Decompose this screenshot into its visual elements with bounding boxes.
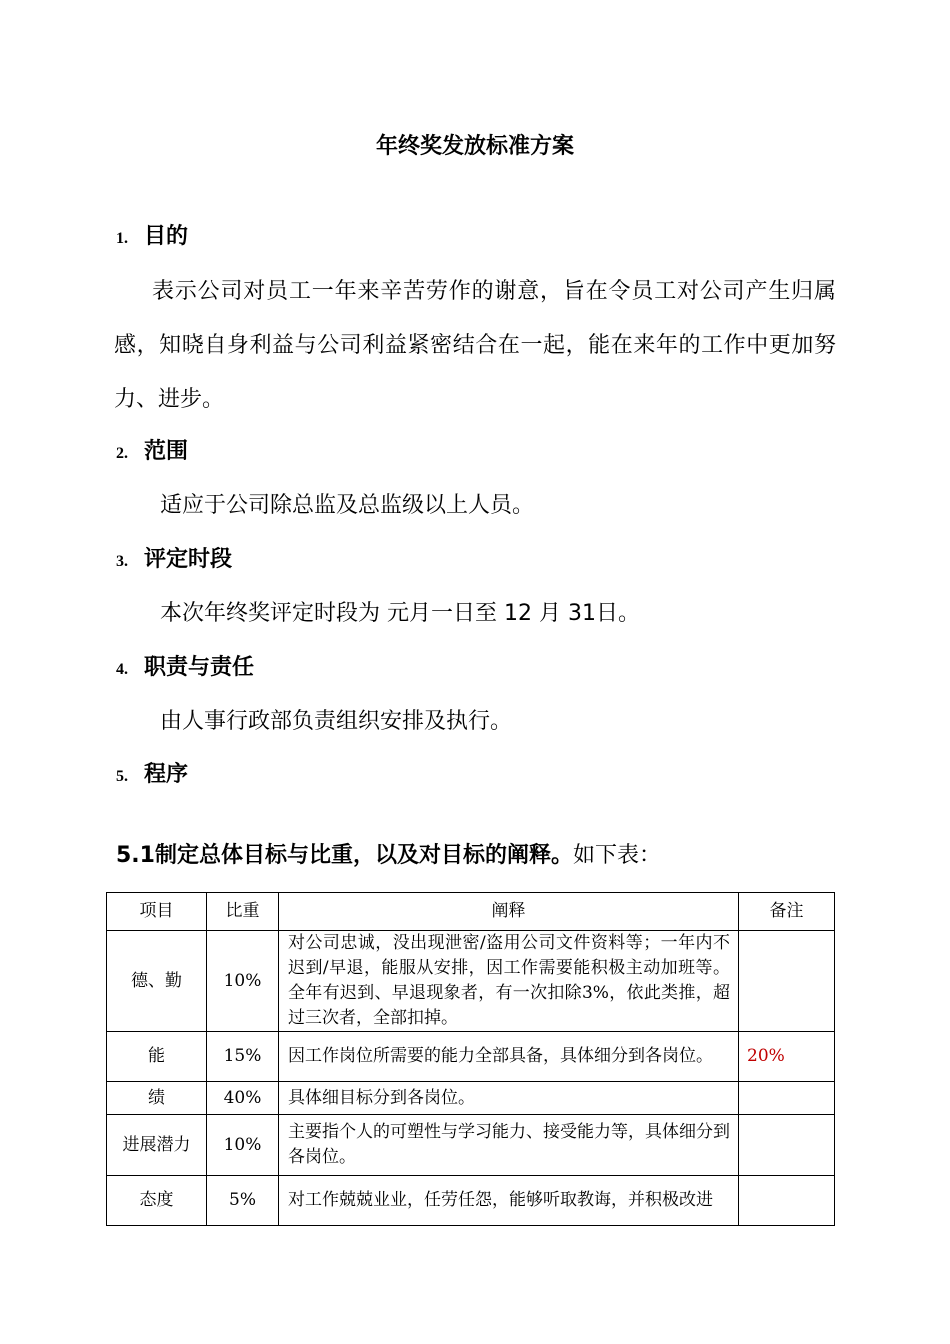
cell-description: 主要指个人的可塑性与学习能力、接受能力等，具体细分到各岗位。 <box>279 1115 739 1176</box>
cell-description: 对工作兢兢业业，任劳任怨，能够听取教诲，并积极改进 <box>279 1176 739 1226</box>
cell-description: 因工作岗位所需要的能力全部具备，具体细分到各岗位。 <box>279 1032 739 1082</box>
cell-item: 能 <box>107 1032 207 1082</box>
cell-description: 对公司忠诚，没出现泄密/盗用公司文件资料等；一年内不迟到/早退，能服从安排，因工作需要能积极主动加班等。全年有迟到、早退现象者，有一次扣除3%，依此类推，超过三次者，全部扣掉。 <box>279 931 739 1032</box>
section-heading-period <box>116 544 232 578</box>
section-number: 5. <box>116 768 128 785</box>
section-title: 范围 <box>144 439 189 464</box>
header-note: 备注 <box>739 893 835 931</box>
section-body-scope: 适应于公司除总监及总监级以上人员。 <box>160 493 535 518</box>
section-number: 2. <box>116 445 128 462</box>
document-title: 年终奖发放标准方案 <box>375 134 574 159</box>
section-body-purpose: 表示公司对员工一年来辛苦劳作的谢意，旨在令员工对公司产生归属感，知晓自身利益与公司利益紧密结合在一起，能在来年的工作中更加努力、进步。 <box>114 279 836 412</box>
cell-item: 绩 <box>107 1082 207 1115</box>
section-title: 目的 <box>144 224 189 249</box>
subsection-heading <box>116 840 661 872</box>
cell-note <box>739 931 835 1032</box>
cell-item: 德、勤 <box>107 931 207 1032</box>
header-weight: 比重 <box>207 893 279 931</box>
cell-weight: 10% <box>207 931 279 1032</box>
table-header-row <box>107 893 835 931</box>
section-heading-scope <box>116 436 188 470</box>
criteria-table <box>106 892 835 1226</box>
cell-weight: 10% <box>207 1115 279 1176</box>
section-heading-responsibility <box>116 652 254 686</box>
subsection-normal-text: 如下表： <box>572 843 661 868</box>
header-description: 阐释 <box>279 893 739 931</box>
header-item: 项目 <box>107 893 207 931</box>
cell-item: 态度 <box>107 1176 207 1226</box>
section-number: 1. <box>116 230 128 247</box>
cell-item: 进展潜力 <box>107 1115 207 1176</box>
cell-weight: 40% <box>207 1082 279 1115</box>
section-number: 4. <box>116 661 128 678</box>
table-row <box>107 1176 835 1226</box>
table-row <box>107 1115 835 1176</box>
cell-description: 具体细目标分到各岗位。 <box>279 1082 739 1115</box>
section-body-responsibility: 由人事行政部负责组织安排及执行。 <box>160 709 513 734</box>
cell-note <box>739 1176 835 1226</box>
table-row <box>107 1082 835 1115</box>
section-title: 职责与责任 <box>144 655 255 680</box>
cell-note <box>739 1082 835 1115</box>
section-body-period: 本次年终奖评定时段为 元月一日至 12 月 31日。 <box>160 601 640 626</box>
section-title: 程序 <box>144 762 189 787</box>
subsection-bold-text: 5.1制定总体目标与比重，以及对目标的阐释。 <box>116 843 573 868</box>
cell-note <box>739 1115 835 1176</box>
table-row <box>107 1032 835 1082</box>
cell-note: 20% <box>739 1032 835 1082</box>
section-heading-purpose <box>116 221 188 255</box>
table-row <box>107 931 835 1032</box>
section-heading-procedure <box>116 759 188 793</box>
cell-weight: 15% <box>207 1032 279 1082</box>
section-title: 评定时段 <box>144 547 233 572</box>
cell-weight: 5% <box>207 1176 279 1226</box>
section-number: 3. <box>116 553 128 570</box>
